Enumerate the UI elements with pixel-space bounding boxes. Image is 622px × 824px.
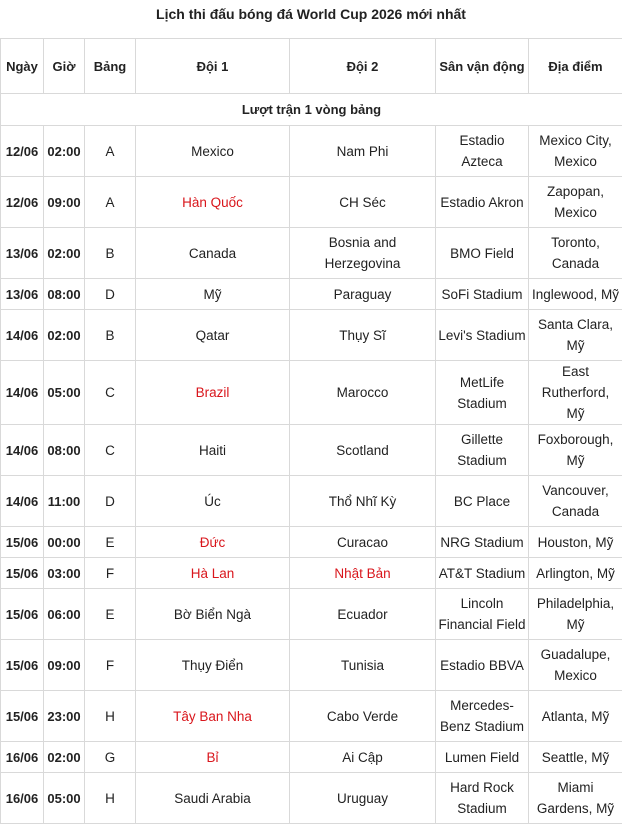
table-row bbox=[1, 773, 622, 824]
match-time: 05:00 bbox=[44, 773, 85, 824]
match-team2: Scotland bbox=[290, 425, 436, 476]
match-time: 23:00 bbox=[44, 691, 85, 742]
schedule-table bbox=[0, 38, 622, 824]
match-time: 11:00 bbox=[44, 476, 85, 527]
match-stadium: BC Place bbox=[436, 476, 529, 527]
match-group: C bbox=[85, 361, 136, 425]
match-team1: Bỉ bbox=[136, 742, 290, 773]
header-group: Bảng bbox=[85, 39, 136, 94]
header-time: Giờ bbox=[44, 39, 85, 94]
match-date: 16/06 bbox=[1, 773, 44, 824]
match-team2: Marocco bbox=[290, 361, 436, 425]
match-team2: Ai Cập bbox=[290, 742, 436, 773]
match-date: 15/06 bbox=[1, 691, 44, 742]
match-team2: Bosnia and Herzegovina bbox=[290, 228, 436, 279]
match-team2: Tunisia bbox=[290, 640, 436, 691]
match-time: 06:00 bbox=[44, 589, 85, 640]
match-group: C bbox=[85, 425, 136, 476]
match-location: Miami Gardens, Mỹ bbox=[529, 773, 622, 824]
match-stadium: Lumen Field bbox=[436, 742, 529, 773]
table-row bbox=[1, 640, 622, 691]
table-row bbox=[1, 126, 622, 177]
match-team2: Paraguay bbox=[290, 279, 436, 310]
match-time: 08:00 bbox=[44, 279, 85, 310]
table-row bbox=[1, 310, 622, 361]
match-group: E bbox=[85, 589, 136, 640]
match-location: Mexico City, Mexico bbox=[529, 126, 622, 177]
header-team1: Đội 1 bbox=[136, 39, 290, 94]
match-time: 09:00 bbox=[44, 640, 85, 691]
match-team2: Nhật Bản bbox=[290, 558, 436, 589]
header-team2: Đội 2 bbox=[290, 39, 436, 94]
match-stadium: Levi's Stadium bbox=[436, 310, 529, 361]
match-team1: Thụy Điển bbox=[136, 640, 290, 691]
match-date: 15/06 bbox=[1, 558, 44, 589]
match-date: 13/06 bbox=[1, 228, 44, 279]
match-stadium: Estadio Azteca bbox=[436, 126, 529, 177]
match-team1: Canada bbox=[136, 228, 290, 279]
match-team1: Mexico bbox=[136, 126, 290, 177]
match-time: 02:00 bbox=[44, 228, 85, 279]
match-time: 05:00 bbox=[44, 361, 85, 425]
match-date: 16/06 bbox=[1, 742, 44, 773]
match-stadium: SoFi Stadium bbox=[436, 279, 529, 310]
match-team2: CH Séc bbox=[290, 177, 436, 228]
match-time: 02:00 bbox=[44, 742, 85, 773]
match-group: F bbox=[85, 640, 136, 691]
table-row bbox=[1, 279, 622, 310]
table-row bbox=[1, 361, 622, 425]
match-team2: Cabo Verde bbox=[290, 691, 436, 742]
match-stadium: Estadio Akron bbox=[436, 177, 529, 228]
match-group: G bbox=[85, 742, 136, 773]
header-row bbox=[1, 39, 622, 94]
match-location: East Rutherford, Mỹ bbox=[529, 361, 622, 425]
match-team1: Hàn Quốc bbox=[136, 177, 290, 228]
match-team2: Nam Phi bbox=[290, 126, 436, 177]
match-stadium: Lincoln Financial Field bbox=[436, 589, 529, 640]
match-time: 08:00 bbox=[44, 425, 85, 476]
match-team1: Úc bbox=[136, 476, 290, 527]
match-stadium: AT&T Stadium bbox=[436, 558, 529, 589]
table-row bbox=[1, 228, 622, 279]
match-time: 03:00 bbox=[44, 558, 85, 589]
match-team1: Mỹ bbox=[136, 279, 290, 310]
match-location: Arlington, Mỹ bbox=[529, 558, 622, 589]
match-date: 15/06 bbox=[1, 589, 44, 640]
match-location: Zapopan, Mexico bbox=[529, 177, 622, 228]
header-date: Ngày bbox=[1, 39, 44, 94]
match-stadium: Hard Rock Stadium bbox=[436, 773, 529, 824]
match-group: A bbox=[85, 177, 136, 228]
match-group: A bbox=[85, 126, 136, 177]
match-team2: Uruguay bbox=[290, 773, 436, 824]
table-row bbox=[1, 476, 622, 527]
match-team1: Bờ Biển Ngà bbox=[136, 589, 290, 640]
table-row bbox=[1, 742, 622, 773]
match-team2: Ecuador bbox=[290, 589, 436, 640]
match-date: 14/06 bbox=[1, 425, 44, 476]
match-stadium: NRG Stadium bbox=[436, 527, 529, 558]
match-location: Atlanta, Mỹ bbox=[529, 691, 622, 742]
match-team1: Haiti bbox=[136, 425, 290, 476]
match-time: 00:00 bbox=[44, 527, 85, 558]
match-group: H bbox=[85, 773, 136, 824]
page-title: Lịch thi đấu bóng đá World Cup 2026 mới nhất bbox=[0, 0, 622, 30]
match-location: Philadelphia, Mỹ bbox=[529, 589, 622, 640]
table-row bbox=[1, 177, 622, 228]
section-title: Lượt trận 1 vòng bảng bbox=[1, 94, 622, 126]
match-time: 02:00 bbox=[44, 126, 85, 177]
match-group: B bbox=[85, 310, 136, 361]
match-group: B bbox=[85, 228, 136, 279]
match-time: 02:00 bbox=[44, 310, 85, 361]
match-location: Toronto, Canada bbox=[529, 228, 622, 279]
table-row bbox=[1, 589, 622, 640]
match-team1: Brazil bbox=[136, 361, 290, 425]
match-location: Seattle, Mỹ bbox=[529, 742, 622, 773]
match-date: 15/06 bbox=[1, 527, 44, 558]
match-group: H bbox=[85, 691, 136, 742]
match-group: F bbox=[85, 558, 136, 589]
match-team2: Thụy Sĩ bbox=[290, 310, 436, 361]
table-row bbox=[1, 425, 622, 476]
table-row bbox=[1, 691, 622, 742]
match-group: D bbox=[85, 279, 136, 310]
match-date: 14/06 bbox=[1, 361, 44, 425]
match-group: E bbox=[85, 527, 136, 558]
match-date: 12/06 bbox=[1, 126, 44, 177]
match-team1: Qatar bbox=[136, 310, 290, 361]
table-row bbox=[1, 558, 622, 589]
match-team1: Đức bbox=[136, 527, 290, 558]
match-stadium: BMO Field bbox=[436, 228, 529, 279]
match-group: D bbox=[85, 476, 136, 527]
match-team1: Tây Ban Nha bbox=[136, 691, 290, 742]
match-stadium: Estadio BBVA bbox=[436, 640, 529, 691]
match-location: Inglewood, Mỹ bbox=[529, 279, 622, 310]
match-stadium: Mercedes-Benz Stadium bbox=[436, 691, 529, 742]
match-location: Houston, Mỹ bbox=[529, 527, 622, 558]
header-location: Địa điểm bbox=[529, 39, 622, 94]
match-date: 14/06 bbox=[1, 476, 44, 527]
match-location: Foxborough, Mỹ bbox=[529, 425, 622, 476]
section-row bbox=[1, 94, 622, 126]
match-date: 13/06 bbox=[1, 279, 44, 310]
table-row bbox=[1, 527, 622, 558]
match-location: Guadalupe, Mexico bbox=[529, 640, 622, 691]
match-location: Santa Clara, Mỹ bbox=[529, 310, 622, 361]
match-team1: Hà Lan bbox=[136, 558, 290, 589]
match-location: Vancouver, Canada bbox=[529, 476, 622, 527]
header-stadium: Sân vận động bbox=[436, 39, 529, 94]
match-stadium: MetLife Stadium bbox=[436, 361, 529, 425]
match-stadium: Gillette Stadium bbox=[436, 425, 529, 476]
match-time: 09:00 bbox=[44, 177, 85, 228]
match-date: 12/06 bbox=[1, 177, 44, 228]
match-team2: Curacao bbox=[290, 527, 436, 558]
match-team2: Thổ Nhĩ Kỳ bbox=[290, 476, 436, 527]
match-team1: Saudi Arabia bbox=[136, 773, 290, 824]
match-date: 14/06 bbox=[1, 310, 44, 361]
match-date: 15/06 bbox=[1, 640, 44, 691]
